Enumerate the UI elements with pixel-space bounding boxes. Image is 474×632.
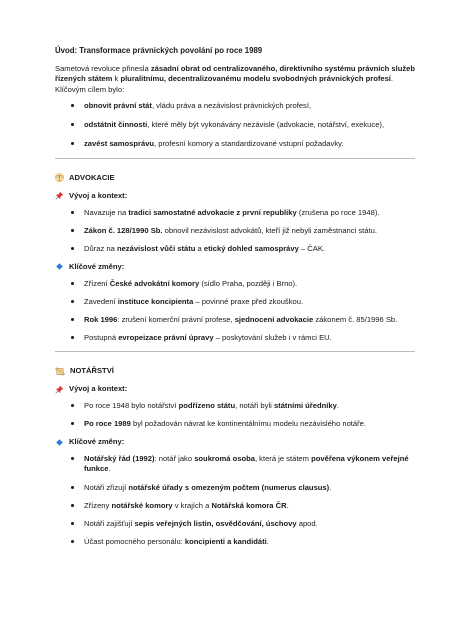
list-item: Zákon č. 128/1990 Sb. obnovil nezávislost advokátů, kteří již nebyli zaměstnanci státu. <box>55 226 415 236</box>
subheading-text: Klíčové změny: <box>69 437 125 447</box>
scroll-icon <box>55 367 65 376</box>
list-item: Zřízení České advokátní komory (sídlo Praha, později i Brno). <box>55 279 415 289</box>
subheading-text: Vývoj a kontext: <box>69 384 128 394</box>
list-item: obnovit právní stát, vládu práva a nezávislost právnických profesí, <box>55 101 415 111</box>
balance-scale-icon <box>55 173 64 182</box>
list-item: Notáři zajišťují sepis veřejných listin, osvědčování, úschovy apod. <box>55 519 415 529</box>
subheading-vyvoj <box>55 191 415 201</box>
section-heading-text: NOTÁŘSTVÍ <box>70 366 114 376</box>
list-item: Navazuje na tradici samostatné advokacie z první republiky (zrušena po roce 1948). <box>55 208 415 218</box>
intro-bold: pluralitnímu, decentralizovanému modelu svobodných právnických profesí <box>120 74 391 84</box>
list-item: Zavedení instituce koncipienta – povinné praxe před zkouškou. <box>55 297 415 307</box>
list-item: odstátnit činnosti, které měly být vykonávány nezávisle (advokacie, notářství, exekuce), <box>55 120 415 130</box>
section-divider <box>55 158 415 159</box>
list-item: Zřízeny notářské komory v krajích a Notářská komora ČR. <box>55 501 415 511</box>
list-item: Postupná evropeizace právní úpravy – poskytování služeb i v rámci EU. <box>55 333 415 343</box>
section-heading-notarstvi <box>55 366 415 376</box>
list-item: Rok 1996: zrušení komerční právní profese, sjednocení advokacie zákonem č. 85/1996 Sb. <box>55 315 415 325</box>
intro-bold: zásadní obrat od centralizovaného, direktivního systému právních služeb řízených státem <box>55 64 415 84</box>
list-item: Po roce 1948 bylo notářství podřízeno státu, notáři byli státními úředníky. <box>55 401 415 411</box>
section-heading-advokacie <box>55 173 415 183</box>
intro-text: Sametová revoluce přinesla <box>55 64 151 74</box>
notarstvi-vyvoj-list <box>55 401 415 429</box>
advokacie-zmeny-list <box>55 279 415 343</box>
section-divider <box>55 351 415 352</box>
subheading-vyvoj <box>55 384 415 394</box>
subheading-zmeny <box>55 437 415 447</box>
intro-paragraph <box>55 64 415 95</box>
intro-text: k <box>112 74 121 84</box>
goals-list <box>55 101 415 149</box>
subheading-text: Vývoj a kontext: <box>69 190 128 200</box>
intro-text: . Klíčovým cílem bylo: <box>55 74 394 94</box>
list-item: Důraz na nezávislost vůči státu a etický dohled samosprávy – ČAK. <box>55 244 415 254</box>
blue-diamond-icon <box>56 263 63 270</box>
blue-diamond-icon <box>56 439 63 446</box>
document-content <box>55 46 415 555</box>
list-item: Notářský řád (1992): notář jako soukromá osoba, která je státem pověřena výkonem veřejné funkce. <box>55 454 415 474</box>
notarstvi-zmeny-list <box>55 454 415 546</box>
list-item: Účast pomocného personálu: koncipienti a kandidáti. <box>55 537 415 547</box>
list-item: Notáři zřizují notářské úřady s omezeným počtem (numerus clausus). <box>55 483 415 493</box>
document-title: Úvod: Transformace právnických povolání po roce 1989 <box>55 46 263 55</box>
advokacie-vyvoj-list <box>55 208 415 254</box>
subheading-zmeny <box>55 262 415 272</box>
pushpin-icon <box>55 385 64 394</box>
subheading-text: Klíčové změny: <box>69 261 125 271</box>
section-heading-text: ADVOKACIE <box>69 172 115 182</box>
list-item: Po roce 1989 byl požadován návrat ke kontinentálnímu modelu nezávislého notáře. <box>55 419 415 429</box>
pushpin-icon <box>55 191 64 200</box>
list-item: zavést samosprávu, profesní komory a standardizované vstupní požadavky. <box>55 139 415 149</box>
